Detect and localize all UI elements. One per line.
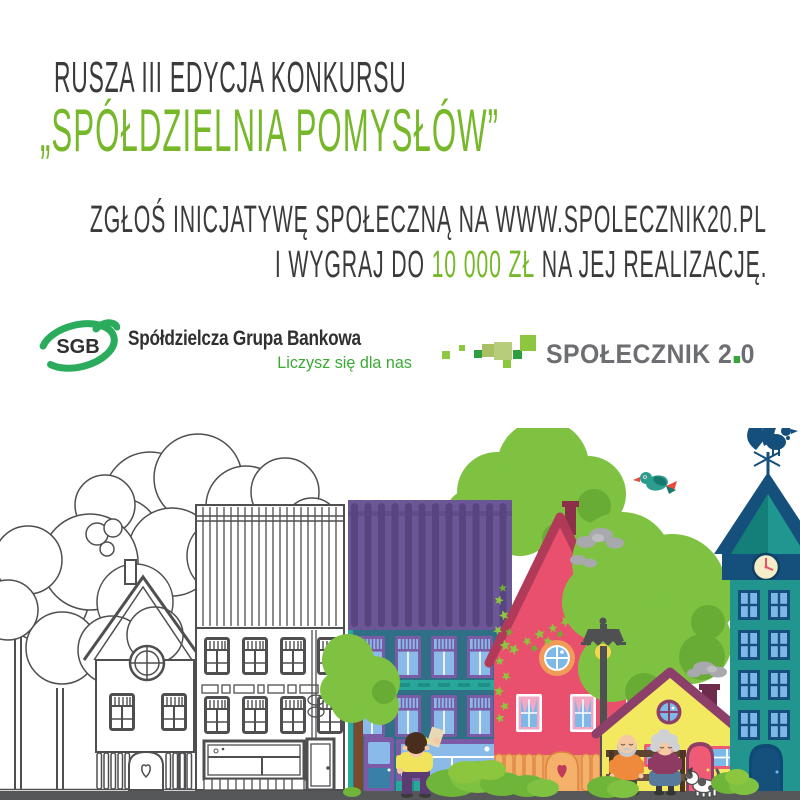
tower-window: [738, 670, 760, 700]
sgb-tagline: Liczysz się dla nas: [277, 353, 412, 372]
outline-window: [282, 698, 305, 733]
outline-window: [111, 695, 134, 730]
outline-storefront: [204, 741, 304, 779]
pixel-square: [494, 342, 512, 360]
cta-prize-amount: 10 000 ZŁ: [431, 244, 535, 286]
pink-window: [570, 694, 596, 732]
elderly-woman: [648, 729, 682, 796]
tower-window: [738, 630, 760, 660]
mustache: [623, 748, 631, 750]
outline-window: [206, 698, 229, 733]
sgb-swoosh-icon: [36, 318, 120, 374]
headline-line1: [54, 53, 732, 102]
cta-line2: [0, 246, 767, 284]
pixel-square: [503, 360, 511, 368]
cta-line1: [0, 201, 767, 239]
spolecznik-pixels: [440, 334, 540, 368]
pink-round-window: [539, 640, 575, 676]
headline-line2: [40, 97, 800, 164]
headline-line2-text: „SPÓŁDZIELNIA POMYSŁÓW”: [40, 97, 500, 164]
outline-fence: [97, 752, 192, 790]
teal-townhouse: [348, 500, 512, 792]
teal-window: [467, 695, 493, 737]
outline-planks: [204, 779, 304, 790]
outline-door: [307, 739, 334, 790]
outline-townhouse: [196, 505, 344, 790]
cta-line2-suffix: NA JEJ REALIZACJĘ.: [534, 244, 767, 286]
tower-window: [738, 710, 760, 740]
spolecznik-name-suffix: 0: [740, 339, 755, 369]
street-illustration: [0, 428, 800, 800]
pixel-square: [513, 350, 522, 359]
pixel-square: [459, 345, 465, 351]
teal-window: [431, 636, 457, 678]
tower-window: [768, 670, 790, 700]
sgb-monogram: SGB: [56, 336, 100, 358]
sgb-name: Spółdzielcza Grupa Bankowa: [128, 327, 361, 350]
teal-window: [395, 636, 421, 678]
outline-window: [206, 639, 229, 674]
headline-line1-text: RUSZA III EDYCJA KONKURSU: [54, 53, 407, 102]
cta-line1-text: ZGŁOŚ INICJATYWĘ SPOŁECZNĄ NA WWW.SPOLECZNIK20.PL: [90, 199, 767, 241]
pixel-square: [442, 351, 450, 359]
spolecznik-logo: [440, 334, 773, 368]
yellow-round-window: [657, 700, 682, 725]
cta-line2-prefix: I WYGRAJ DO: [274, 244, 432, 286]
outline-window: [163, 695, 186, 730]
tower-window: [768, 710, 790, 740]
outline-chimney: [125, 560, 136, 584]
rooster-weathervane: [747, 428, 798, 476]
bird: [633, 472, 677, 494]
tower-window: [768, 590, 790, 620]
teal-door: [364, 737, 394, 792]
pixel-square: [520, 335, 536, 351]
outline-window: [244, 698, 267, 733]
curb: [0, 791, 800, 800]
outline-window: [244, 639, 267, 674]
tower-clock: [753, 554, 779, 580]
tower-window: [768, 630, 790, 660]
tower-window: [738, 590, 760, 620]
teal-window: [395, 695, 421, 737]
spolecznik-name-prefix: SPOŁECZNIK 2: [546, 339, 733, 369]
pixel-square: [474, 350, 482, 358]
outline-window: [282, 639, 305, 674]
outline-round-window: [130, 646, 164, 680]
spolecznik-green-dot: [733, 356, 739, 363]
sgb-logo: [36, 318, 412, 374]
pink-window: [516, 694, 542, 732]
